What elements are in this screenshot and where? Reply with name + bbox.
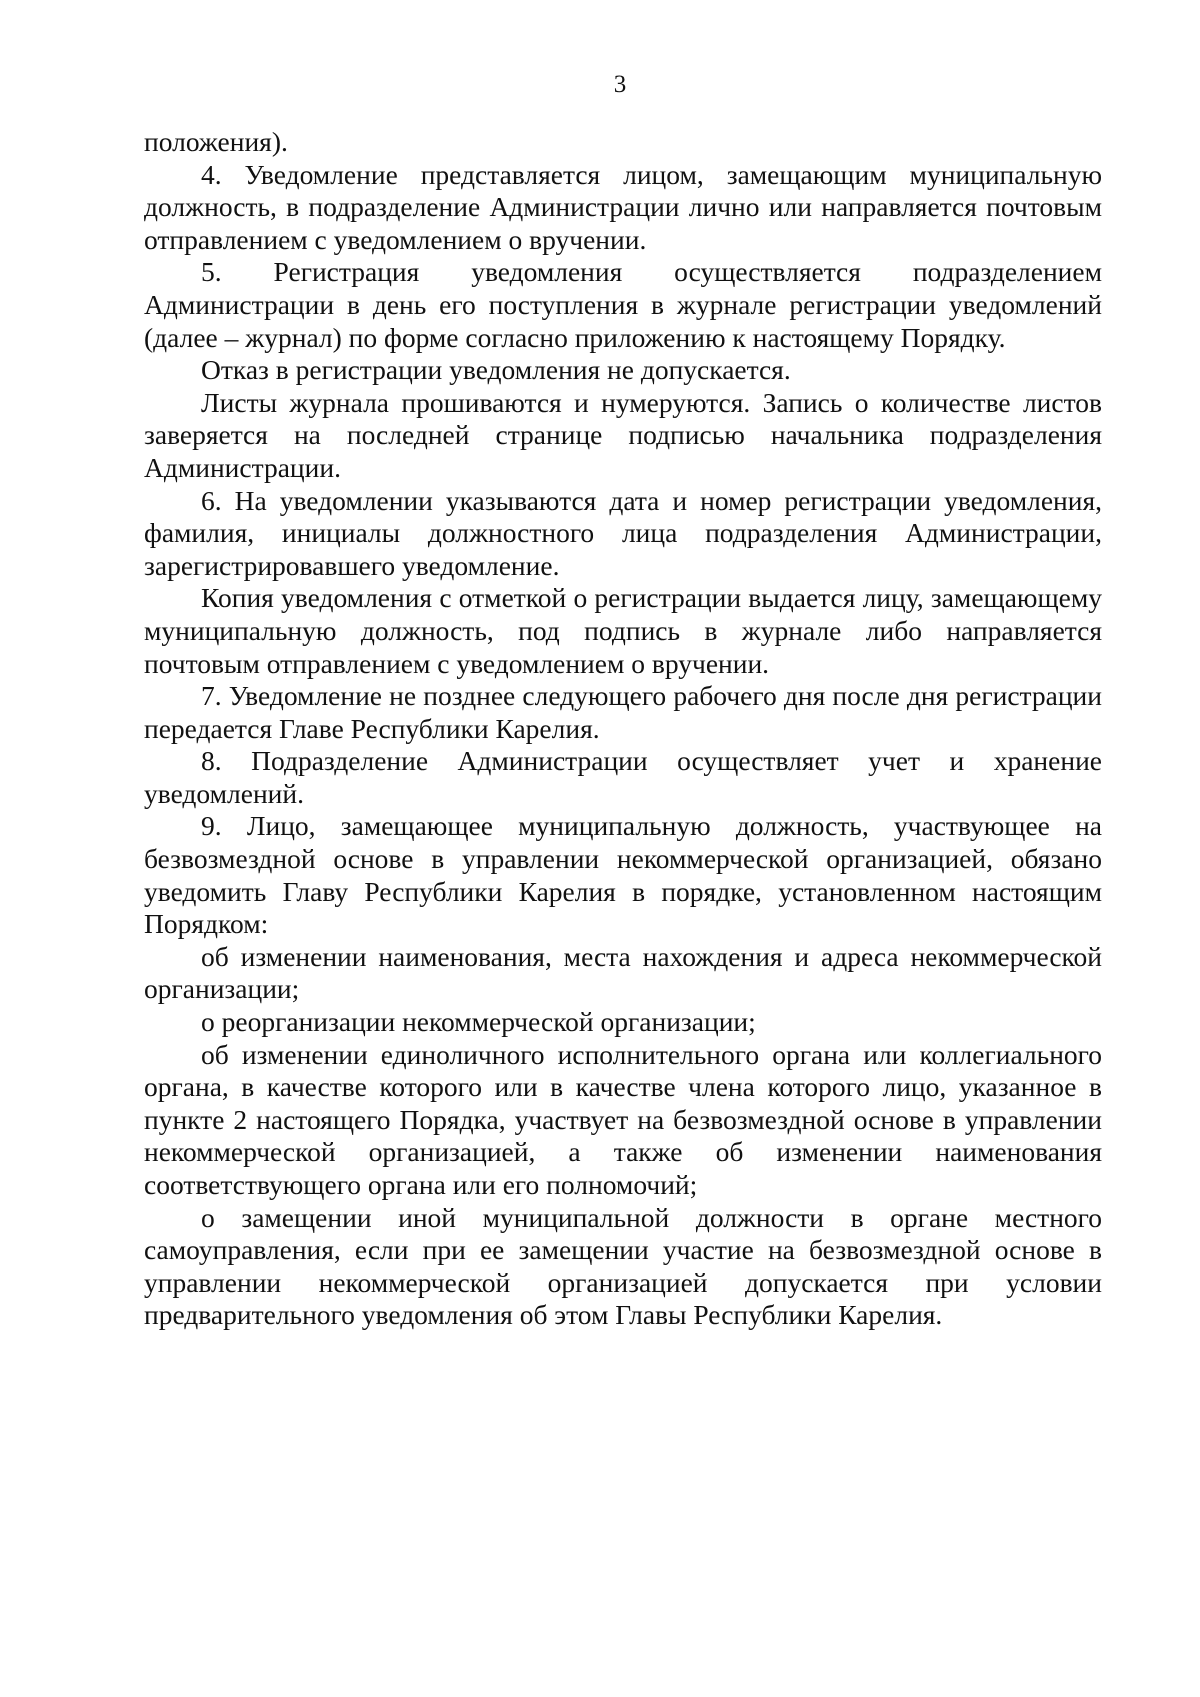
paragraph-notice-copy: Копия уведомления с отметкой о регистрации выдается лицу, замещающему муниципальную должность, под подпись в журнале либо направляется почтовым отправлением с уведомлением о вручении. xyxy=(144,582,1102,679)
list-item-other-position: о замещении иной муниципальной должности в органе местного самоуправления, если при ее замещении участие на безвозмездной основе в управлении некоммерческой организацией допускается при условии предварительного уведомления об этом Главы Республики Карелия. xyxy=(144,1201,1102,1331)
document-body xyxy=(144,126,1102,1332)
paragraph-registration-refusal: Отказ в регистрации уведомления не допускается. xyxy=(201,354,791,386)
list-item-body-change: об изменении единоличного исполнительного органа или коллегиального органа, в качестве которого или в качестве члена которого лицо, указанное в пункте 2 настоящего Порядка, участвует на безвозмездной основе в управлении некоммерческой организацией, а также об изменении наименования соответствующего органа или его полномочий; xyxy=(144,1038,1102,1200)
paragraph-item-7: 7. Уведомление не позднее следующего рабочего дня после дня регистрации передается Главе Республики Карелия. xyxy=(144,680,1102,744)
paragraph-journal-sheets: Листы журнала прошиваются и нумеруются. Запись о количестве листов заверяется на последней странице подписью начальника подразделения Администрации. xyxy=(144,386,1102,483)
paragraph-item-8: 8. Подразделение Администрации осуществляет учет и хранение уведомлений. xyxy=(144,745,1102,809)
paragraph-item-5: 5. Регистрация уведомления осуществляется подразделением Администрации в день его поступления в журнале регистрации уведомлений (далее – журнал) по форме согласно приложению к настоящему Порядку. xyxy=(144,256,1102,353)
paragraph-item-4: 4. Уведомление представляется лицом, замещающим муниципальную должность, в подразделение Администрации лично или направляется почтовым отправлением с уведомлением о вручении. xyxy=(144,158,1102,255)
page-number: 3 xyxy=(613,71,627,98)
paragraph-item-9: 9. Лицо, замещающее муниципальную должность, участвующее на безвозмездной основе в управлении некоммерческой организацией, обязано уведомить Главу Республики Карелия в порядке, установленном настоящим Порядком: xyxy=(144,810,1102,940)
paragraph-continuation: положения). xyxy=(144,126,288,157)
list-item-name-change: об изменении наименования, места нахождения и адреса некоммерческой организации; xyxy=(144,940,1102,1005)
paragraph-item-6: 6. На уведомлении указываются дата и номер регистрации уведомления, фамилия, инициалы должностного лица подразделения Администрации, зарегистрировавшего уведомление. xyxy=(144,484,1102,581)
list-item-reorganization: о реорганизации некоммерческой организации; xyxy=(201,1006,756,1038)
